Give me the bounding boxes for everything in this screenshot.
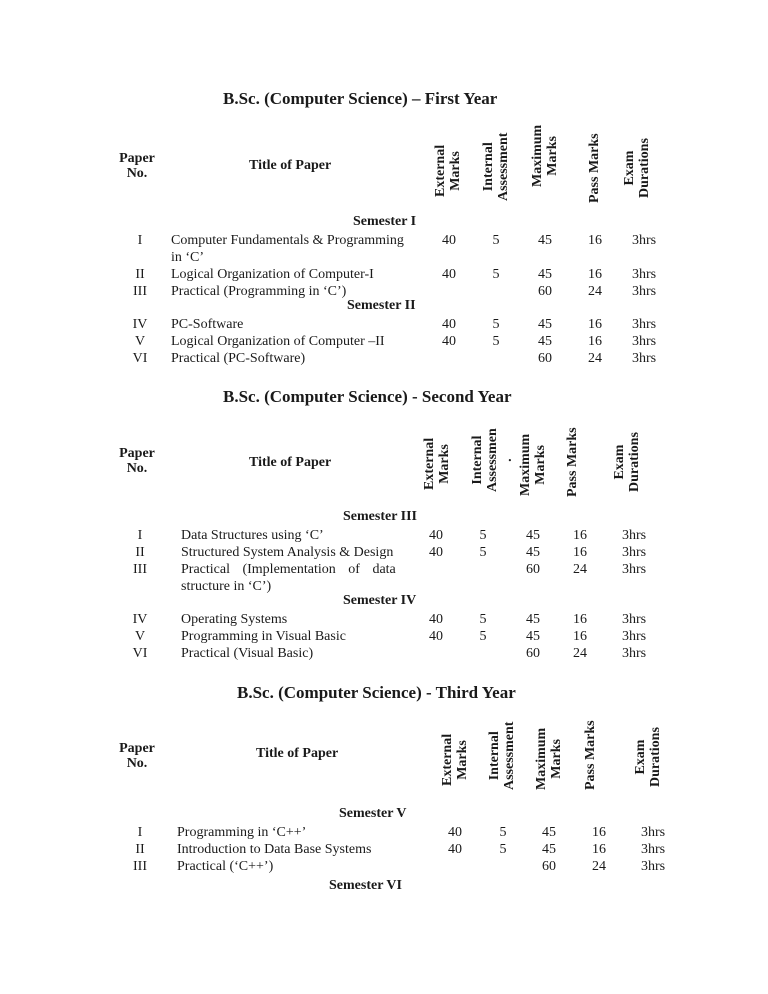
pass-marks: 16 16 24 bbox=[573, 528, 587, 577]
header-maximum-marks: Maximum Marks bbox=[534, 727, 564, 790]
justified-line: Practical (Implementation of data bbox=[181, 562, 396, 577]
header-exam-durations: Exam Durations bbox=[633, 727, 663, 787]
external-marks: 40 40 bbox=[442, 317, 456, 349]
header-paper-no: Paper No. bbox=[119, 741, 155, 771]
year1-title: B.Sc. (Computer Science) – First Year bbox=[223, 89, 498, 108]
internal-marks: 5 5 bbox=[492, 233, 500, 282]
exam-durations: 3hrs 3hrs 3hrs bbox=[631, 233, 657, 299]
header-title-of-paper: Title of Paper bbox=[249, 455, 332, 470]
header-internal-assessment: Internal Assessment bbox=[487, 721, 517, 790]
header-maximum-marks: Maximum Marks bbox=[530, 124, 560, 187]
internal-marks: 5 5 bbox=[479, 612, 487, 644]
paper-titles: Computer Fundamentals & Programming in ‘C’ Logical Organization of Computer-I Practical (Programming in ‘C’) bbox=[171, 233, 404, 299]
header-internal-assessment: Internal Assessment bbox=[481, 132, 511, 201]
year3-title: B.Sc. (Computer Science) - Third Year bbox=[237, 683, 516, 702]
header-external-marks: External Marks bbox=[422, 437, 452, 490]
pass-marks: 16 16 24 bbox=[588, 317, 602, 366]
semester-label: Semester IV bbox=[343, 593, 417, 608]
maximum-marks: 45 45 60 bbox=[542, 825, 556, 874]
semester-label: Semester V bbox=[339, 806, 407, 821]
paper-numbers: IV V VI bbox=[132, 317, 148, 366]
header-title-of-paper: Title of Paper bbox=[249, 158, 332, 173]
paper-numbers: I II III bbox=[133, 825, 147, 874]
header-exam-durations: Exam Durations bbox=[622, 138, 652, 198]
internal-marks: 5 5 bbox=[479, 528, 487, 560]
semester-label: Semester II bbox=[347, 298, 416, 313]
exam-durations: 3hrs 3hrs 3hrs bbox=[631, 317, 657, 366]
pass-marks: 16 16 24 bbox=[573, 612, 587, 661]
internal-marks: 5 5 bbox=[499, 825, 507, 857]
exam-durations: 3hrs 3hrs 3hrs bbox=[621, 612, 647, 661]
header-paper-no: Paper No. bbox=[119, 446, 155, 476]
external-marks: 40 40 bbox=[429, 612, 443, 644]
header-maximum-marks: Maximum Marks bbox=[518, 433, 548, 496]
paper-numbers: IV V VI bbox=[132, 612, 148, 661]
maximum-marks: 45 45 60 bbox=[538, 233, 552, 299]
header-pass-marks: Pass Marks bbox=[565, 427, 580, 497]
header-external-marks: External Marks bbox=[440, 733, 470, 786]
header-internal-assessment: Internal Assessmen . bbox=[470, 428, 515, 492]
semester-label: Semester III bbox=[343, 509, 418, 524]
internal-marks: 5 5 bbox=[492, 317, 500, 349]
paper-numbers: I II III bbox=[133, 233, 147, 299]
external-marks: 40 40 bbox=[448, 825, 462, 857]
pass-marks: 16 16 24 bbox=[588, 233, 602, 299]
paper-titles: Data Structures using ‘C’ Structured System Analysis & Design Practical (Implementation of data structure in ‘C’) bbox=[181, 527, 405, 595]
maximum-marks: 45 45 60 bbox=[526, 528, 540, 577]
external-marks: 40 40 bbox=[429, 528, 443, 560]
header-exam-durations: Exam Durations bbox=[612, 432, 642, 492]
maximum-marks: 45 45 60 bbox=[526, 612, 540, 661]
paper-titles: Programming in ‘C++’ Introduction to Data Base Systems Practical (‘C++’) bbox=[177, 825, 372, 874]
maximum-marks: 45 45 60 bbox=[538, 317, 552, 366]
paper-titles: Operating Systems Programming in Visual Basic Practical (Visual Basic) bbox=[181, 612, 346, 661]
semester-label: Semester VI bbox=[329, 878, 402, 893]
header-paper-no: Paper No. bbox=[119, 151, 155, 181]
header-pass-marks: Pass Marks bbox=[587, 133, 602, 203]
header-title-of-paper: Title of Paper bbox=[256, 746, 339, 761]
year2-title: B.Sc. (Computer Science) - Second Year bbox=[223, 387, 512, 406]
header-pass-marks: Pass Marks bbox=[583, 720, 598, 790]
header-external-marks: External Marks bbox=[433, 144, 463, 197]
paper-numbers: I II III bbox=[133, 528, 147, 577]
exam-durations: 3hrs 3hrs 3hrs bbox=[640, 825, 666, 874]
semester-label: Semester I bbox=[353, 214, 417, 229]
pass-marks: 16 16 24 bbox=[592, 825, 606, 874]
paper-titles: PC-Software Logical Organization of Computer –II Practical (PC-Software) bbox=[171, 317, 385, 366]
exam-durations: 3hrs 3hrs 3hrs bbox=[621, 528, 647, 577]
external-marks: 40 40 bbox=[442, 233, 456, 282]
